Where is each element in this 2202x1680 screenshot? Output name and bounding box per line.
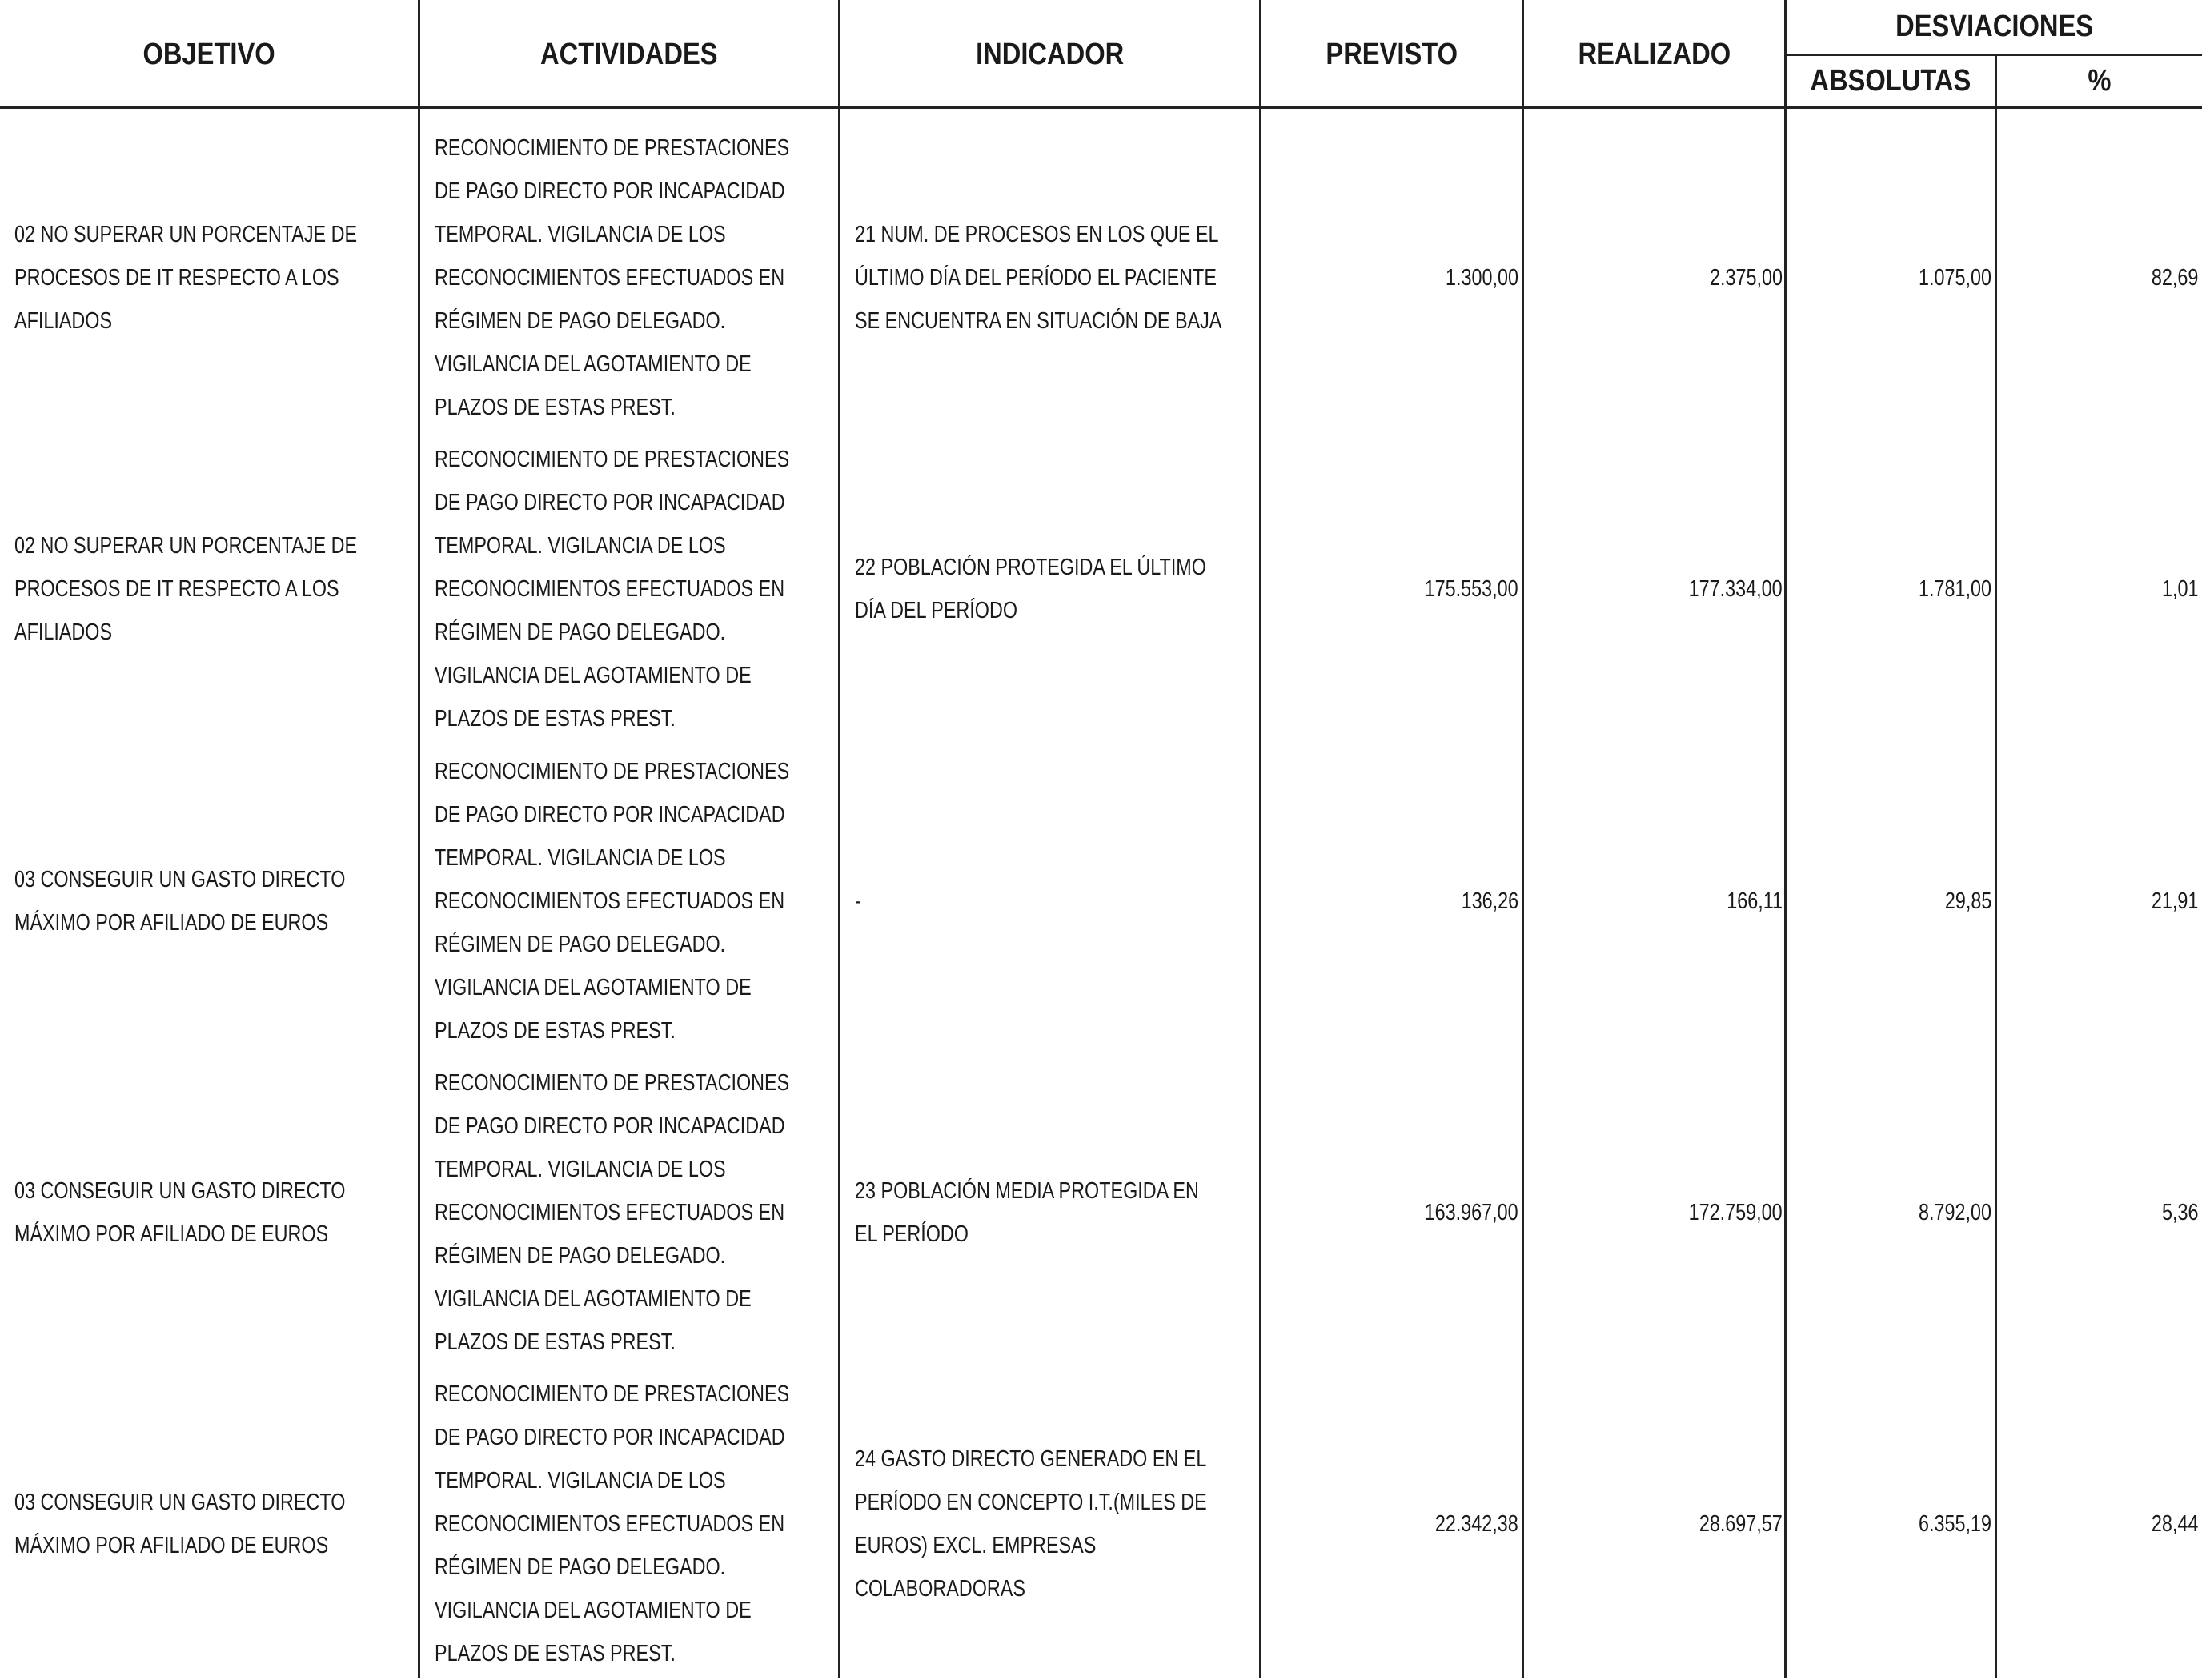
- indicador-line: EUROS) EXCL. EMPRESAS: [855, 1533, 1097, 1558]
- objetivo-line: 02 NO SUPERAR UN PORCENTAJE DE: [14, 533, 358, 559]
- actividades-line: VIGILANCIA DEL AGOTAMIENTO DE: [435, 975, 752, 1000]
- actividades-line: RECONOCIMIENTO DE PRESTACIONES: [435, 759, 790, 784]
- table-row: [0, 122, 2202, 434]
- porcentaje-cell: 21,91: [2151, 888, 2198, 914]
- absolutas-cell: 8.792,00: [1919, 1199, 1991, 1225]
- indicador-line: 24 GASTO DIRECTO GENERADO EN EL: [855, 1446, 1207, 1472]
- indicador-cell: [855, 433, 1271, 745]
- indicador-cell: [855, 745, 1271, 1057]
- objetivo-line: MÁXIMO POR AFILIADO DE EUROS: [14, 910, 329, 936]
- realizado-cell: 177.334,00: [1689, 575, 1783, 602]
- objetivo-line: 02 NO SUPERAR UN PORCENTAJE DE: [14, 222, 358, 247]
- porcentaje-cell: 5,36: [2161, 1199, 2198, 1225]
- header-porcentaje: %: [2088, 64, 2112, 98]
- absolutas-cell: 1.075,00: [1919, 264, 1991, 291]
- actividades-cell: [435, 1368, 835, 1680]
- actividades-line: DE PAGO DIRECTO POR INCAPACIDAD: [435, 178, 785, 204]
- indicador-line: PERÍODO EN CONCEPTO I.T.(MILES DE: [855, 1490, 1207, 1515]
- indicador-line: SE ENCUENTRA EN SITUACIÓN DE BAJA: [855, 308, 1222, 334]
- absolutas-cell: 1.781,00: [1919, 575, 1991, 602]
- actividades-line: RECONOCIMIENTOS EFECTUADOS EN: [435, 265, 785, 291]
- indicador-line: -: [855, 888, 861, 914]
- actividades-line: TEMPORAL. VIGILANCIA DE LOS: [435, 222, 726, 247]
- header-desviaciones: DESVIACIONES: [1895, 10, 2093, 43]
- objetivo-cell: [14, 745, 415, 1057]
- actividades-cell: [435, 122, 835, 434]
- objetivo-line: 03 CONSEGUIR UN GASTO DIRECTO: [14, 1178, 346, 1204]
- actividades-line: DE PAGO DIRECTO POR INCAPACIDAD: [435, 1425, 785, 1450]
- actividades-line: RECONOCIMIENTO DE PRESTACIONES: [435, 1381, 790, 1407]
- realizado-cell: 2.375,00: [1710, 264, 1783, 291]
- objetivo-cell: [14, 1368, 415, 1680]
- header-indicador: INDICADOR: [975, 37, 1125, 71]
- porcentaje-cell: 1,01: [2161, 575, 2198, 602]
- previsto-cell: 136,26: [1461, 888, 1518, 914]
- previsto-cell: 22.342,38: [1435, 1510, 1518, 1537]
- header-absolutas: ABSOLUTAS: [1810, 64, 1971, 98]
- objetivo-line: MÁXIMO POR AFILIADO DE EUROS: [14, 1221, 329, 1247]
- actividades-line: RÉGIMEN DE PAGO DELEGADO.: [435, 932, 726, 957]
- header-realizado: REALIZADO: [1578, 37, 1731, 71]
- actividades-line: VIGILANCIA DEL AGOTAMIENTO DE: [435, 663, 752, 688]
- previsto-cell: 175.553,00: [1425, 575, 1518, 602]
- indicador-cell: [855, 1368, 1271, 1680]
- indicador-line: 23 POBLACIÓN MEDIA PROTEGIDA EN: [855, 1178, 1199, 1204]
- actividades-line: PLAZOS DE ESTAS PREST.: [435, 1329, 676, 1355]
- objetivo-line: 03 CONSEGUIR UN GASTO DIRECTO: [14, 867, 346, 892]
- actividades-cell: [435, 433, 835, 745]
- actividades-line: VIGILANCIA DEL AGOTAMIENTO DE: [435, 1286, 752, 1312]
- actividades-line: DE PAGO DIRECTO POR INCAPACIDAD: [435, 1113, 785, 1139]
- actividades-line: RECONOCIMIENTOS EFECTUADOS EN: [435, 888, 785, 914]
- actividades-line: TEMPORAL. VIGILANCIA DE LOS: [435, 1468, 726, 1494]
- indicador-cell: [855, 122, 1271, 434]
- indicador-line: ÚLTIMO DÍA DEL PERÍODO EL PACIENTE: [855, 265, 1217, 291]
- actividades-line: DE PAGO DIRECTO POR INCAPACIDAD: [435, 490, 785, 515]
- porcentaje-cell: 82,69: [2151, 264, 2198, 291]
- actividades-line: PLAZOS DE ESTAS PREST.: [435, 1641, 676, 1666]
- actividades-line: RECONOCIMIENTOS EFECTUADOS EN: [435, 1511, 785, 1537]
- indicador-line: EL PERÍODO: [855, 1221, 969, 1247]
- header-previsto: PREVISTO: [1326, 37, 1458, 71]
- objetivo-cell: [14, 122, 415, 434]
- actividades-line: VIGILANCIA DEL AGOTAMIENTO DE: [435, 1598, 752, 1623]
- actividades-line: PLAZOS DE ESTAS PREST.: [435, 706, 676, 732]
- actividades-line: TEMPORAL. VIGILANCIA DE LOS: [435, 1157, 726, 1182]
- table-row: [0, 745, 2202, 1057]
- actividades-line: TEMPORAL. VIGILANCIA DE LOS: [435, 845, 726, 871]
- absolutas-cell: 29,85: [1944, 888, 1991, 914]
- actividades-line: TEMPORAL. VIGILANCIA DE LOS: [435, 533, 726, 559]
- table-row: [0, 1057, 2202, 1369]
- actividades-line: RÉGIMEN DE PAGO DELEGADO.: [435, 308, 726, 334]
- actividades-line: RÉGIMEN DE PAGO DELEGADO.: [435, 1243, 726, 1269]
- actividades-line: PLAZOS DE ESTAS PREST.: [435, 1018, 676, 1044]
- indicador-line: DÍA DEL PERÍODO: [855, 598, 1018, 623]
- table-row: [0, 433, 2202, 745]
- indicador-line: 21 NUM. DE PROCESOS EN LOS QUE EL: [855, 222, 1219, 247]
- actividades-line: VIGILANCIA DEL AGOTAMIENTO DE: [435, 351, 752, 377]
- objetivo-cell: [14, 1057, 415, 1369]
- header-actividades: ACTIVIDADES: [540, 37, 718, 71]
- porcentaje-cell: 28,44: [2151, 1510, 2198, 1537]
- objetivo-line: 03 CONSEGUIR UN GASTO DIRECTO: [14, 1490, 346, 1515]
- realizado-cell: 166,11: [1727, 888, 1783, 914]
- objetivo-line: AFILIADOS: [14, 619, 113, 645]
- absolutas-cell: 6.355,19: [1919, 1510, 1991, 1537]
- actividades-line: RECONOCIMIENTOS EFECTUADOS EN: [435, 1200, 785, 1225]
- realizado-cell: 172.759,00: [1689, 1199, 1783, 1225]
- realizado-cell: 28.697,57: [1699, 1510, 1783, 1537]
- objetivo-line: MÁXIMO POR AFILIADO DE EUROS: [14, 1533, 329, 1558]
- actividades-line: RECONOCIMIENTO DE PRESTACIONES: [435, 135, 790, 161]
- table-row: [0, 1368, 2202, 1680]
- objetivo-cell: [14, 433, 415, 745]
- actividades-cell: [435, 745, 835, 1057]
- actividades-cell: [435, 1057, 835, 1369]
- previsto-cell: 1.300,00: [1446, 264, 1518, 291]
- previsto-cell: 163.967,00: [1425, 1199, 1518, 1225]
- actividades-line: PLAZOS DE ESTAS PREST.: [435, 395, 676, 420]
- actividades-line: RECONOCIMIENTO DE PRESTACIONES: [435, 1070, 790, 1096]
- actividades-line: RECONOCIMIENTOS EFECTUADOS EN: [435, 576, 785, 602]
- indicador-cell: [855, 1057, 1271, 1369]
- objetivo-line: PROCESOS DE IT RESPECTO A LOS: [14, 265, 339, 291]
- actividades-line: RECONOCIMIENTO DE PRESTACIONES: [435, 447, 790, 472]
- actividades-line: RÉGIMEN DE PAGO DELEGADO.: [435, 619, 726, 645]
- objetivo-line: AFILIADOS: [14, 308, 113, 334]
- indicador-line: 22 POBLACIÓN PROTEGIDA EL ÚLTIMO: [855, 555, 1206, 580]
- objetivo-line: PROCESOS DE IT RESPECTO A LOS: [14, 576, 339, 602]
- header-objetivo: OBJETIVO: [142, 37, 275, 71]
- indicador-line: COLABORADORAS: [855, 1576, 1025, 1602]
- actividades-line: RÉGIMEN DE PAGO DELEGADO.: [435, 1554, 726, 1580]
- actividades-line: DE PAGO DIRECTO POR INCAPACIDAD: [435, 802, 785, 828]
